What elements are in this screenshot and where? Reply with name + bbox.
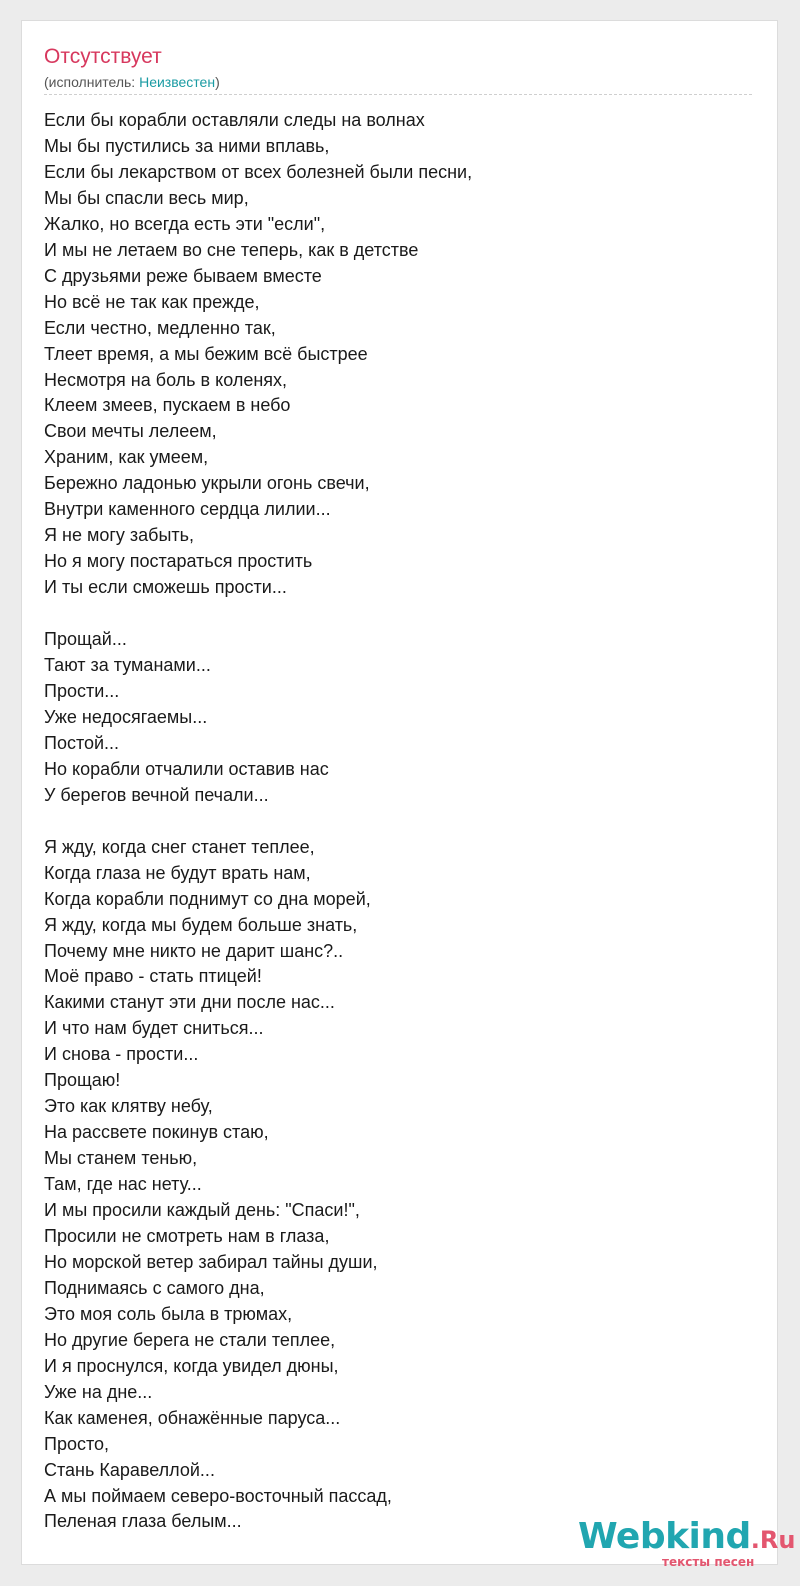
artist-line <box>44 73 220 91</box>
song-title: Отсутствует <box>44 45 162 68</box>
dashed-divider <box>44 94 752 95</box>
logo-ru-suffix: .Ru <box>750 1526 796 1554</box>
artist-prefix: (исполнитель: <box>44 74 140 90</box>
logo-tagline: тексты песен <box>662 1555 755 1569</box>
logo-main-text: Webkind <box>578 1516 751 1557</box>
lyrics-text: Если бы корабли оставляли следы на волнах Мы бы пустились за ними вплавь, Если бы лекарством от всех болезней были песни, Мы бы спасли весь мир, Жалко, но всегда есть эти "если", И мы не летаем во сне теперь, как в детстве С друзьями реже бываем вместе Но всё не так как прежде, Если честно, медленно так, Тлеет время, а мы бежим всё быстрее Несмотря на боль в коленях, Клеем змеев, пускаем в небо Свои мечты лелеем, Храним, как умеем, Бережно ладонью укрыли огонь свечи, Внутри каменного сердца лилии... Я не могу забыть, Но я могу постараться простить И ты если сможешь прости... Прощай... Тают за туманами... Прости... Уже недосягаемы... Постой... Но корабли отчалили оставив нас У берегов вечной печали... Я жду, когда снег станет теплее, Когда глаза не будут врать нам, Когда корабли поднимут со дна морей, Я жду, когда мы будем больше знать, Почему мне никто не дарит шанс?.. Моё право - стать птицей! Какими станут эти дни после нас... И что нам будет сниться... И снова - прости... Прощаю! Это как клятву небу, На рассвете покинув стаю, Мы станем тенью, Там, где нас нету... И мы просили каждый день: "Спаси!", Просили не смотреть нам в глаза, Но морской ветер забирал тайны души, Поднимаясь с самого дна, Это моя соль была в трюмах, Но другие берега не стали теплее, И я проснулся, когда увидел дюны, Уже на дне... Как каменея, обнажённые паруса... Просто, Стань Каравеллой... А мы поймаем северо-восточный пассад, Пеленая глаза белым... <box>44 110 473 1532</box>
artist-link[interactable]: Неизвестен <box>139 74 216 90</box>
lyrics-card <box>21 20 796 1569</box>
webkind-logo[interactable] <box>578 1515 796 1575</box>
artist-suffix: ) <box>215 74 220 90</box>
